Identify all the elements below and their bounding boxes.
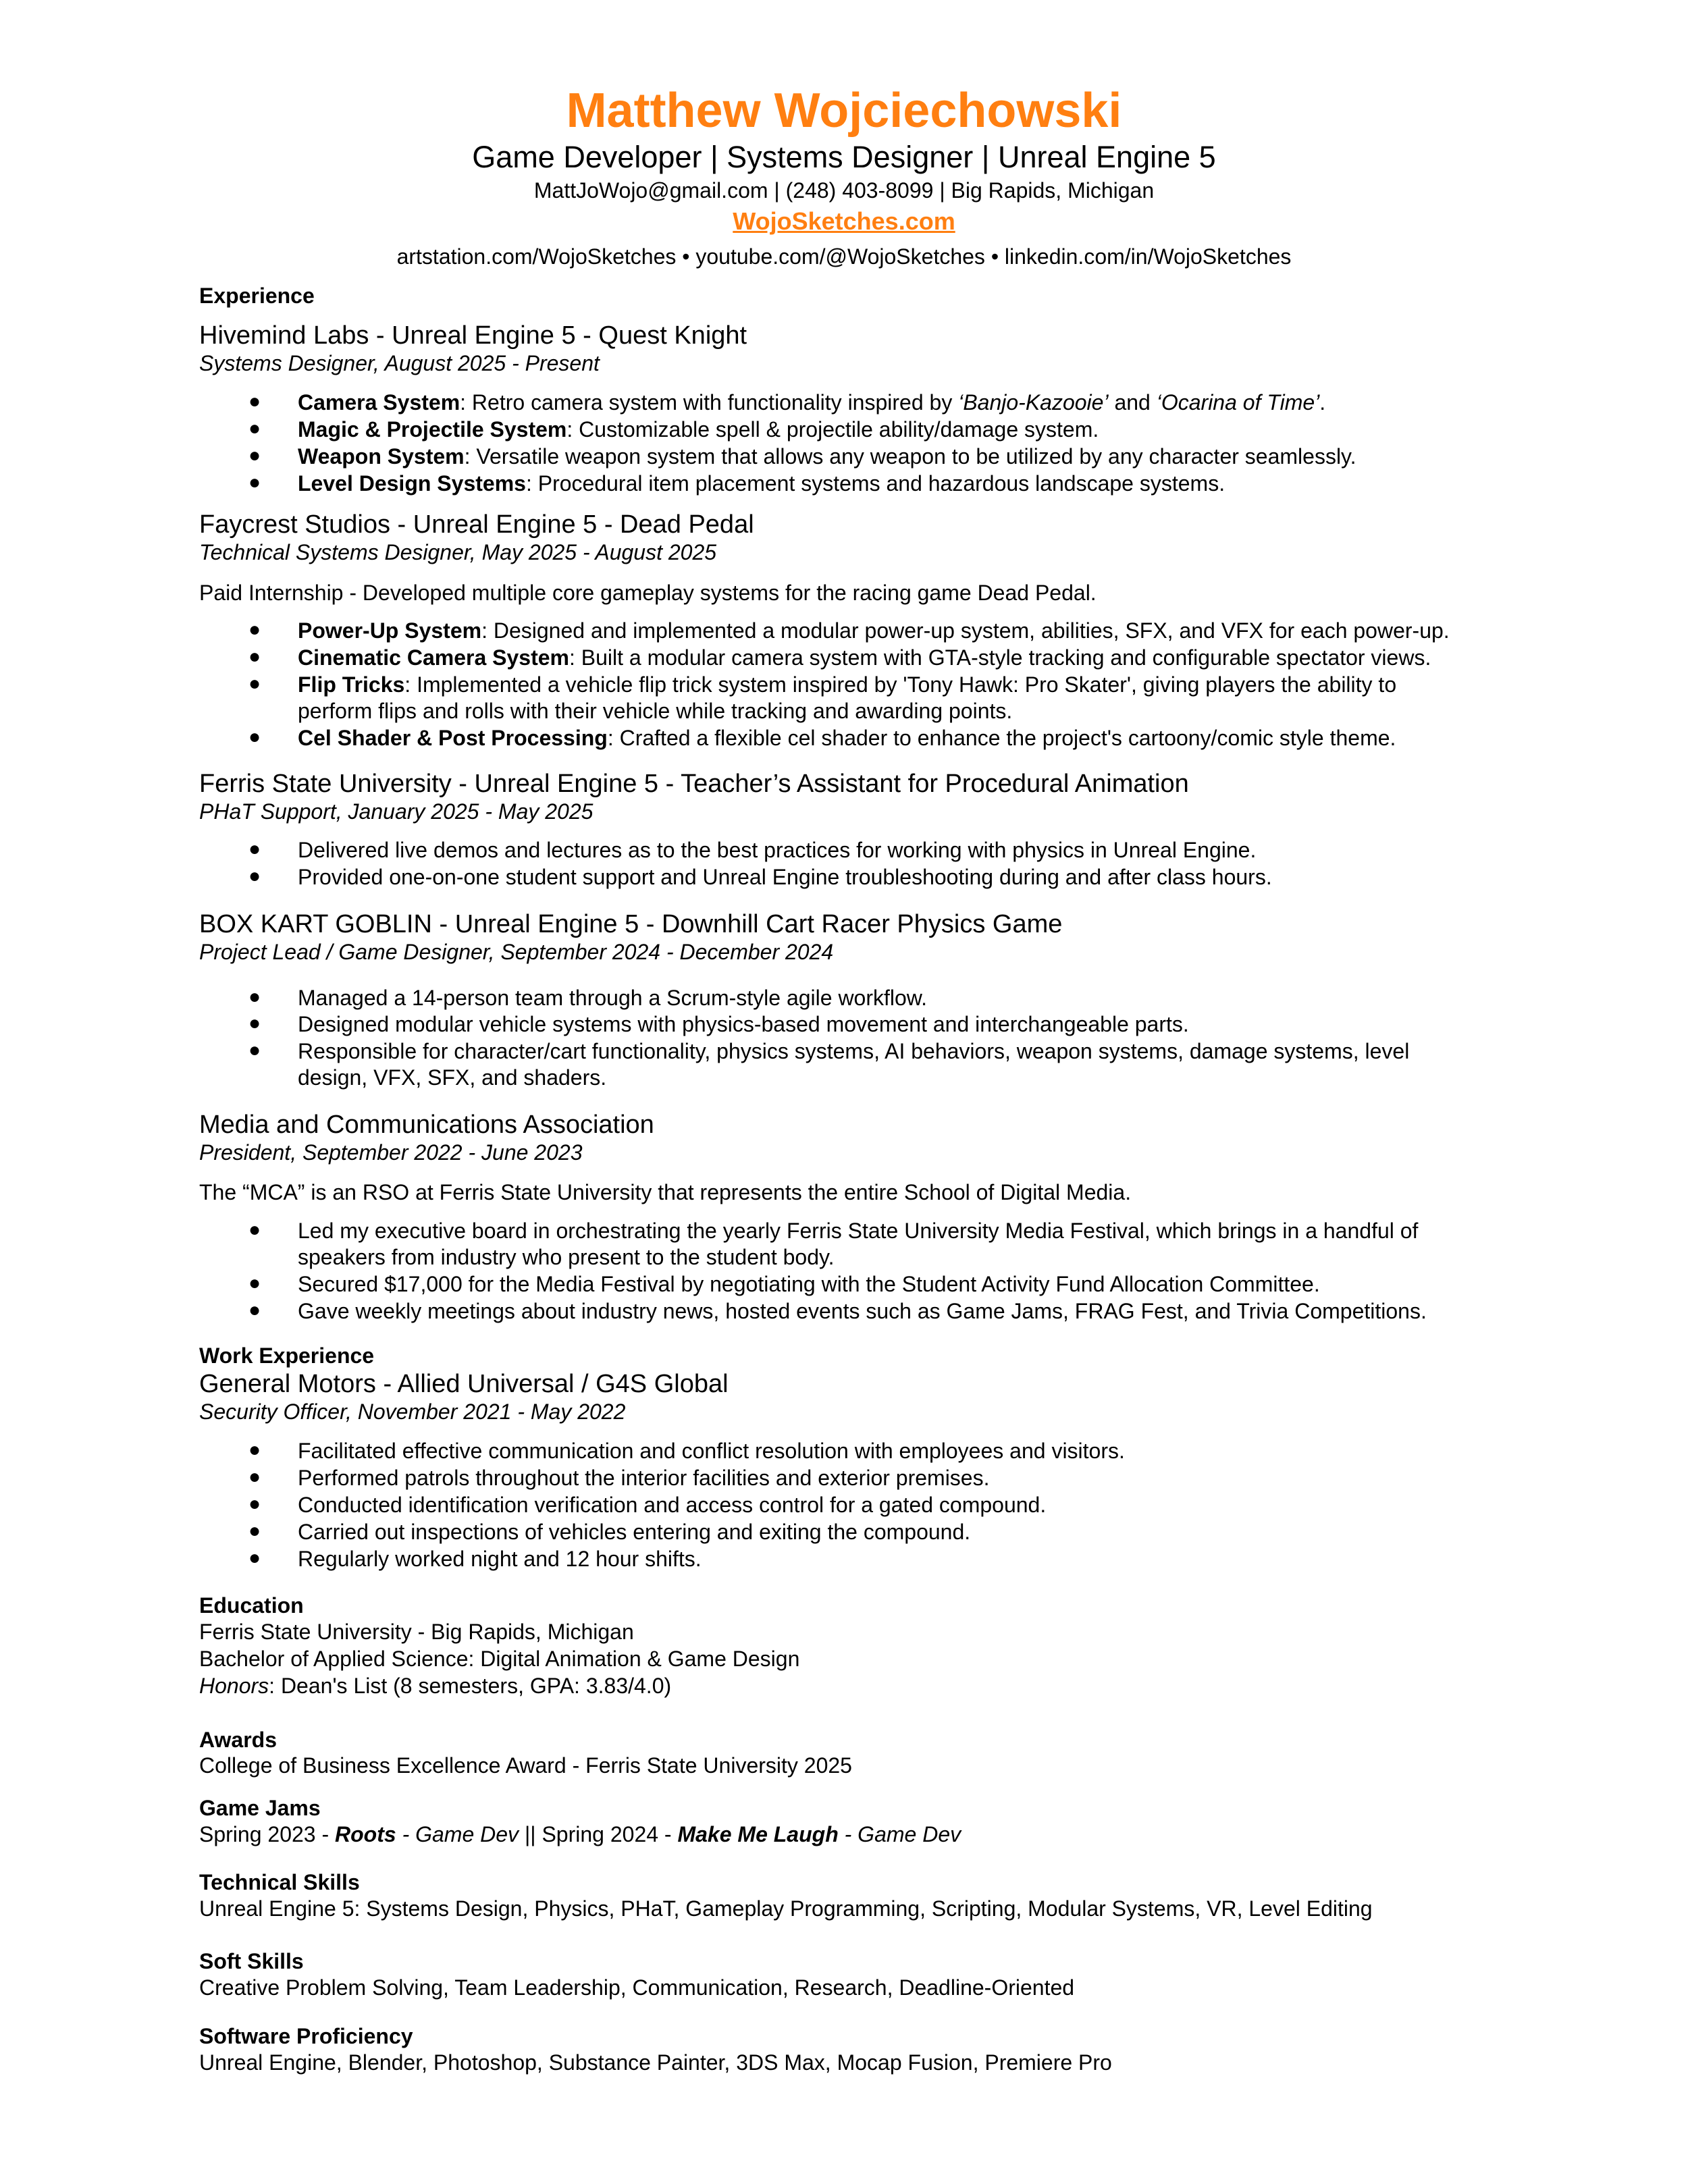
item-title: ‘Banjo-Kazooie’	[958, 390, 1109, 415]
bullet-marker: ●	[248, 618, 261, 641]
job-role: PHaT Support, January 2025 - May 2025	[199, 799, 594, 824]
item-label: Level Design Systems	[298, 471, 526, 496]
list-item	[298, 392, 1325, 413]
education-heading: Education	[199, 1593, 304, 1618]
item-text: : Crafted a flexible cel shader to enhance the project's cartoony/comic style theme.	[607, 726, 1396, 750]
list-item: Gave weekly meetings about industry news, hosted events such as Game Jams, FRAG Fest, and Trivia Competitions.	[298, 1299, 1427, 1323]
list-item: Performed patrols throughout the interior facilities and exterior premises.	[298, 1466, 990, 1490]
website-link[interactable]: WojoSketches.com	[733, 207, 955, 235]
list-item	[298, 473, 1225, 494]
item-label: Weapon System	[298, 444, 465, 469]
job-title: BOX KART GOBLIN - Unreal Engine 5 - Downhill Cart Racer Physics Game	[199, 910, 1063, 938]
list-item: Led my executive board in orchestrating the yearly Ferris State University Media Festival, which brings in a handful of	[298, 1219, 1419, 1243]
jam-title: Make Me Laugh	[677, 1822, 839, 1846]
item-text: .	[1319, 390, 1326, 415]
item-text: : Retro camera system with functionality inspired by	[460, 390, 959, 415]
job-title: Faycrest Studios - Unreal Engine 5 - Dead Pedal	[199, 510, 754, 539]
bullet-marker: ●	[248, 1012, 261, 1034]
jam-text: || Spring 2024 -	[519, 1822, 678, 1846]
bullet-marker: ●	[248, 444, 261, 467]
item-label: Power-Up System	[298, 618, 482, 643]
bullet-marker: ●	[248, 1219, 261, 1241]
jam-text: Spring 2023 -	[199, 1822, 336, 1846]
job-title: Hivemind Labs - Unreal Engine 5 - Quest Knight	[199, 321, 747, 350]
item-label: Camera System	[298, 390, 460, 415]
job-title: General Motors - Allied Universal / G4S Global	[199, 1370, 729, 1398]
list-item	[298, 419, 1099, 440]
item-text: : Procedural item placement systems and hazardous landscape systems.	[525, 471, 1225, 496]
bullet-marker: ●	[248, 986, 261, 1008]
jam-category: - Game Dev	[396, 1822, 519, 1846]
soft-skills-text: Creative Problem Solving, Team Leadership, Communication, Research, Deadline-Oriented	[199, 1975, 1075, 2000]
bullet-marker: ●	[248, 1272, 261, 1294]
bullet-marker: ●	[248, 645, 261, 668]
game-jams-text	[199, 1823, 961, 1845]
jam-title: Roots	[335, 1822, 396, 1846]
name-heading: Matthew Wojciechowski	[566, 84, 1122, 138]
work-experience-heading: Work Experience	[199, 1343, 375, 1368]
bullet-marker: ●	[248, 1547, 261, 1569]
bullet-marker: ●	[248, 838, 261, 860]
technical-skills-heading: Technical Skills	[199, 1870, 360, 1894]
list-item: Secured $17,000 for the Media Festival by negotiating with the Student Activity Fund Allocation Committee.	[298, 1272, 1320, 1296]
item-label: Cel Shader & Post Processing	[298, 726, 608, 750]
education-degree: Bachelor of Applied Science: Digital Animation & Game Design	[199, 1647, 800, 1671]
experience-heading: Experience	[199, 284, 315, 308]
social-links[interactable]: artstation.com/WojoSketches • youtube.com/@WojoSketches • linkedin.com/in/WojoSketches	[396, 244, 1292, 269]
bullet-marker: ●	[248, 1520, 261, 1542]
job-role: President, September 2022 - June 2023	[199, 1140, 583, 1165]
bullet-marker: ●	[248, 1466, 261, 1488]
item-title: ‘Ocarina of Time’	[1156, 390, 1320, 415]
job-role: Project Lead / Game Designer, September 2024 - December 2024	[199, 940, 834, 964]
list-item-continuation: perform flips and rolls with their vehicle while tracking and awarding points.	[298, 699, 1013, 723]
list-item: Carried out inspections of vehicles entering and exiting the compound.	[298, 1520, 971, 1544]
job-role: Systems Designer, August 2025 - Present	[199, 351, 600, 375]
item-label: Cinematic Camera System	[298, 645, 569, 670]
item-text: : Versatile weapon system that allows any weapon to be utilized by any character seamlessly.	[464, 444, 1356, 469]
honors-label: Honors	[199, 1674, 269, 1698]
bullet-marker: ●	[248, 1299, 261, 1321]
list-item-continuation: design, VFX, SFX, and shaders.	[298, 1065, 607, 1090]
item-text: : Customizable spell & projectile ability/damage system.	[566, 417, 1099, 442]
bullet-marker: ●	[248, 1439, 261, 1461]
jam-category: - Game Dev	[838, 1822, 961, 1846]
list-item	[298, 727, 1396, 749]
honors-text: : Dean's List (8 semesters, GPA: 3.83/4.0)	[269, 1674, 672, 1698]
list-item: Managed a 14-person team through a Scrum-style agile workflow.	[298, 986, 928, 1010]
item-text: : Built a modular camera system with GTA-style tracking and configurable spectator views.	[569, 645, 1431, 670]
list-item	[298, 620, 1450, 641]
item-text: : Implemented a vehicle flip trick system inspired by 'Tony Hawk: Pro Skater', giving players the ability to	[404, 672, 1397, 697]
list-item: Provided one-on-one student support and Unreal Engine troubleshooting during and after class hours.	[298, 865, 1272, 889]
list-item: Conducted identification verification and access control for a gated compound.	[298, 1493, 1047, 1517]
contact-line: MattJoWojo@gmail.com | (248) 403-8099 | Big Rapids, Michigan	[533, 178, 1155, 203]
list-item	[298, 446, 1356, 467]
game-jams-heading: Game Jams	[199, 1796, 321, 1820]
bullet-marker: ●	[248, 390, 261, 412]
item-text: and	[1108, 390, 1157, 415]
list-item: Regularly worked night and 12 hour shifts.	[298, 1547, 702, 1571]
awards-text: College of Business Excellence Award - Ferris State University 2025	[199, 1753, 852, 1778]
list-item: Designed modular vehicle systems with physics-based movement and interchangeable parts.	[298, 1012, 1189, 1036]
item-label: Flip Tricks	[298, 672, 405, 697]
technical-skills-text: Unreal Engine 5: Systems Design, Physics, PHaT, Gameplay Programming, Scripting, Modular Systems, VR, Level Editing	[199, 1896, 1373, 1921]
job-description: Paid Internship - Developed multiple core gameplay systems for the racing game Dead Pedal.	[199, 581, 1097, 605]
soft-skills-heading: Soft Skills	[199, 1949, 304, 1973]
bullet-marker: ●	[248, 1039, 261, 1061]
item-label: Magic & Projectile System	[298, 417, 567, 442]
bullet-marker: ●	[248, 1493, 261, 1515]
bullet-marker: ●	[248, 672, 261, 695]
list-item	[298, 647, 1431, 668]
bullet-marker: ●	[248, 726, 261, 748]
job-description: The “MCA” is an RSO at Ferris State University that represents the entire School of Digital Media.	[199, 1180, 1132, 1204]
job-role: Technical Systems Designer, May 2025 - August 2025	[199, 540, 717, 564]
bullet-marker: ●	[248, 471, 261, 494]
education-honors	[199, 1675, 671, 1697]
software-heading: Software Proficiency	[199, 2024, 413, 2048]
bullet-marker: ●	[248, 865, 261, 887]
subtitle: Game Developer | Systems Designer | Unreal Engine 5	[472, 140, 1216, 174]
list-item: Facilitated effective communication and conflict resolution with employees and visitors.	[298, 1439, 1125, 1463]
software-text: Unreal Engine, Blender, Photoshop, Substance Painter, 3DS Max, Mocap Fusion, Premiere Pro	[199, 2050, 1112, 2075]
item-text: : Designed and implemented a modular power-up system, abilities, SFX, and VFX for each power-up.	[481, 618, 1450, 643]
job-title: Ferris State University - Unreal Engine 5 - Teacher’s Assistant for Procedural Animation	[199, 770, 1189, 798]
list-item	[298, 674, 1396, 695]
awards-heading: Awards	[199, 1728, 278, 1752]
bullet-marker: ●	[248, 417, 261, 440]
list-item: Delivered live demos and lectures as to the best practices for working with physics in Unreal Engine.	[298, 838, 1257, 862]
list-item: Responsible for character/cart functionality, physics systems, AI behaviors, weapon systems, damage systems, level	[298, 1039, 1410, 1063]
list-item-continuation: speakers from industry who present to the student body.	[298, 1245, 835, 1269]
job-title: Media and Communications Association	[199, 1111, 654, 1139]
job-role: Security Officer, November 2021 - May 2022	[199, 1400, 626, 1424]
education-school: Ferris State University - Big Rapids, Michigan	[199, 1620, 634, 1644]
